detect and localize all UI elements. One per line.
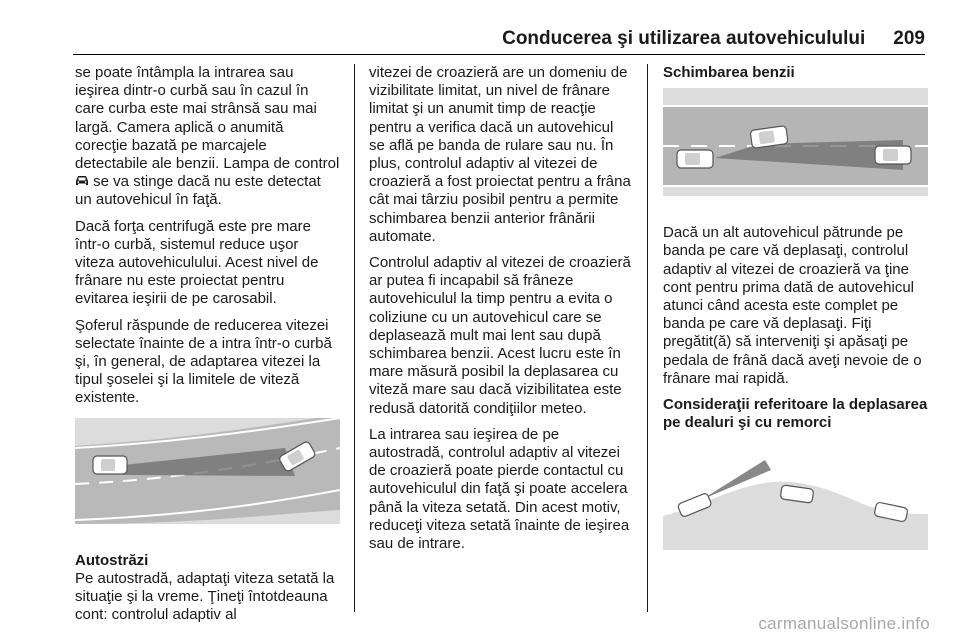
- paragraph-text: se va stinge dacă nu este detectat un autovehicul în faţă.: [75, 173, 321, 209]
- column-1: [75, 64, 340, 624]
- section-heading: Autostrăzi: [75, 551, 149, 569]
- paragraph-text: se poate întâmpla la intrarea sau ieşirea dintr-o curbă sau în cazul în care curba este mai strânsă sau mai largă. Camera aplică o anumită corecţie bazată pe marcajele detectabile ale benzii. Lampa de control: [75, 64, 340, 173]
- page-header: [73, 24, 925, 55]
- hill-illustration: [663, 456, 928, 550]
- watermark: carmanualsonline.info: [758, 614, 930, 633]
- chapter-title: Conducerea şi utilizarea autovehiculului: [502, 28, 866, 49]
- column-2: [369, 64, 633, 553]
- paragraph: Dacă un alt autovehicul pătrunde pe banda pe care vă deplasaţi, controlul adaptiv al vitezei de croazieră va ţine cont pentru prima dată de autovehicul atunci când acesta este complet pe banda pe care vă deplasaţi. Fiţi pregătit(ă) să interveniţi şi apăsaţi pe pedala de frână dacă aveţi nevoie de o frânare mai rapidă.: [663, 224, 922, 387]
- section-heading: Schimbarea benzii: [663, 64, 795, 81]
- paragraph: Pe autostradă, adaptaţi viteza setată la situaţie şi la vreme. Ţineţi întotdeauna cont: controlul adaptiv al: [75, 569, 335, 624]
- paragraph: vitezei de croazieră are un domeniu de vizibilitate limitat, un nivel de frânare limitat şi un anumit timp de reacţie pentru a verifica dacă un autovehicul se află pe banda de rulare sau nu. În plus, controlul adaptiv al vitezei de croazieră a fost proiectat pentru a frâna cât mai târziu posibil pentru a permite schimbarea benzii anterior frânării automate.: [369, 64, 631, 245]
- column-divider: [647, 64, 648, 612]
- column-divider: [354, 64, 355, 612]
- paragraph: [75, 64, 340, 210]
- column-3: [663, 64, 928, 550]
- lane-change-illustration: [663, 88, 928, 196]
- paragraph: Controlul adaptiv al vitezei de croazieră ar putea fi incapabil să frâneze autovehiculul la timp pentru a evita o coliziune cu un autovehicul care se deplasează mult mai lent sau după schimbarea benzii. Acest lucru este în mare măsură posibil la deplasarea cu viteză mare sau dacă vizibilitatea este redusă datorită condiţiilor meteo.: [369, 254, 631, 417]
- paragraph: Şoferul răspunde de reducerea vitezei selectate înainte de a intra într-o curbă şi, în general, de adaptarea vitezei la tipul şoselei şi la limitele de viteză existente.: [75, 316, 332, 407]
- paragraph: La intrarea sau ieşirea de pe autostradă, controlul adaptiv al vitezei de croazieră poate pierde contactul cu autovehiculul din faţă şi poate accelera până la viteza setată. Din acest motiv, reduceţi viteza setată înainte de ieşirea sau de intrare.: [369, 425, 630, 553]
- car-front-icon: [75, 174, 89, 186]
- section-heading: Consideraţii referitoare la deplasarea pe dealuri şi cu remorci: [663, 396, 928, 432]
- curve-illustration: [75, 418, 340, 524]
- page-number: 209: [893, 28, 925, 49]
- paragraph: Dacă forţa centrifugă este pre mare într-o curbă, sistemul reduce uşor viteza autovehiculului. Acest nivel de frânare nu este proiectat pentru evitarea ieşirii de pe carosabil.: [75, 217, 319, 308]
